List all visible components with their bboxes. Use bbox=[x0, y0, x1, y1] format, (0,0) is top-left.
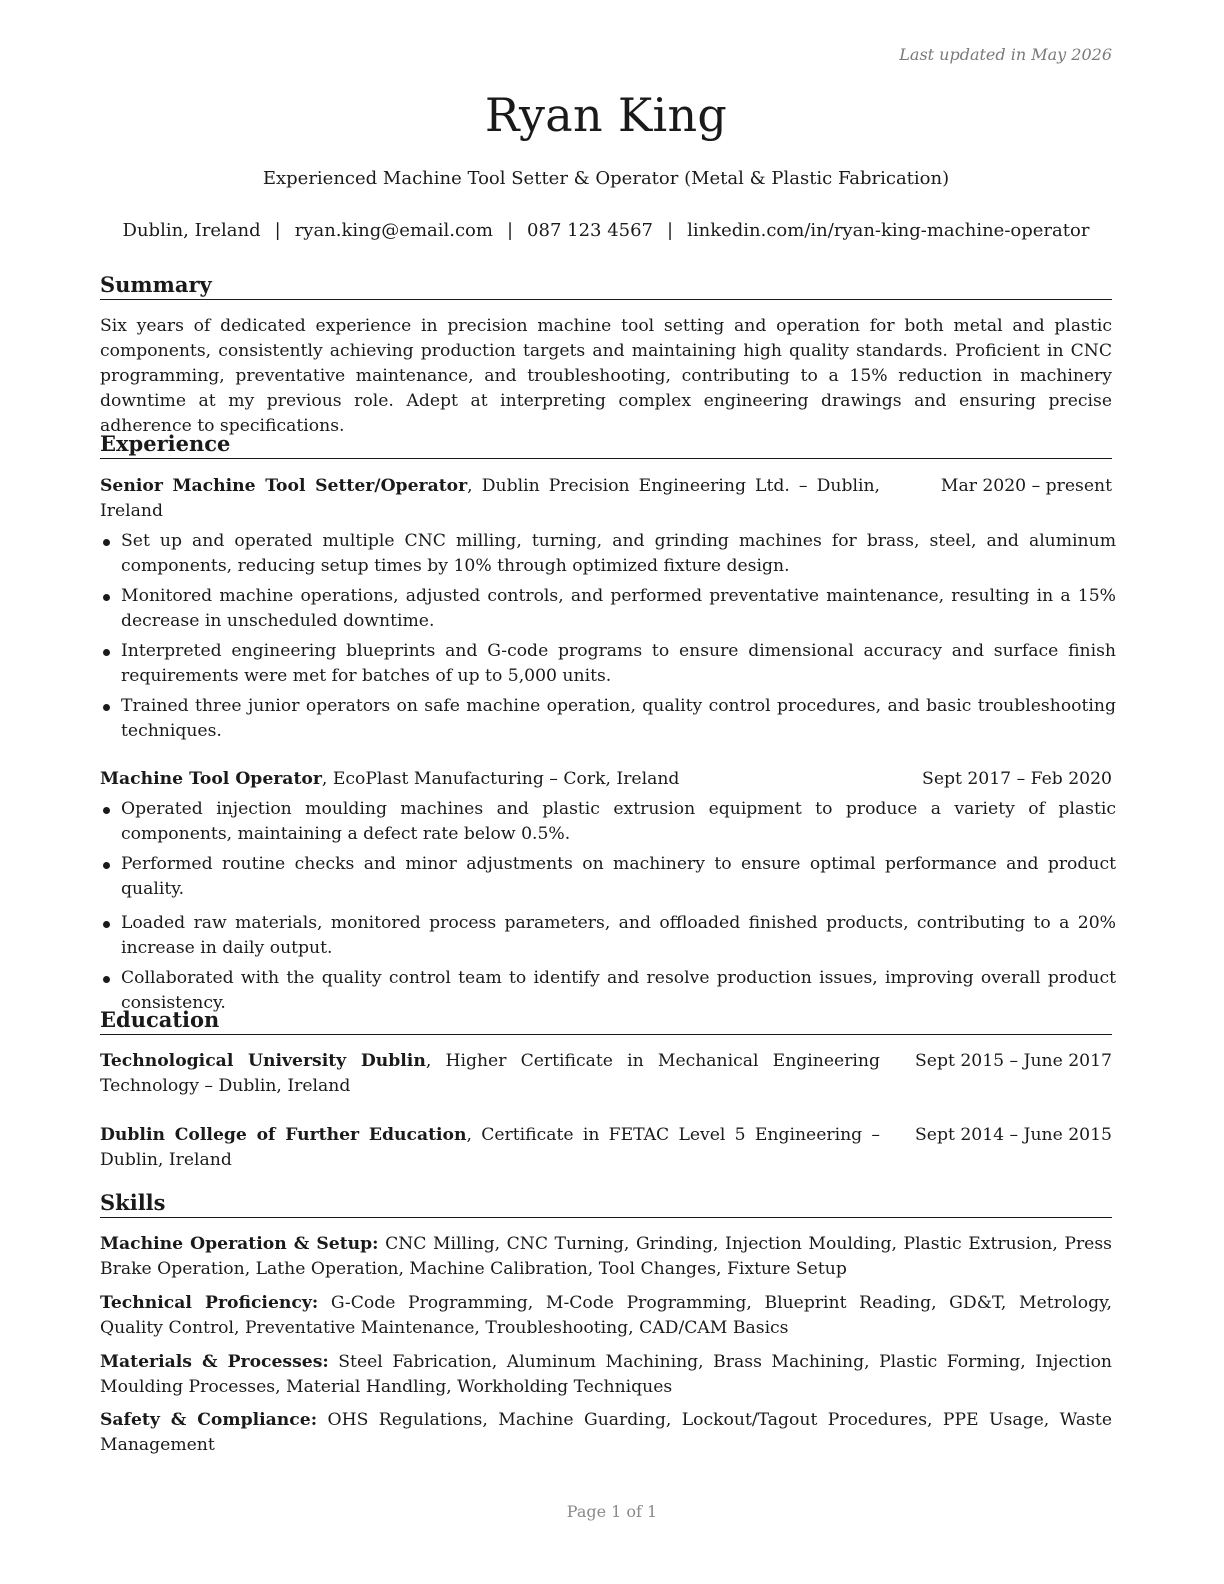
skill-values: OHS Regulations, Machine Guarding, Lockout/Tagout Procedures, PPE Usage, Waste Management bbox=[100, 1410, 1112, 1455]
skill-group bbox=[100, 1291, 1112, 1341]
list-item: Interpreted engineering blueprints and G-code programs to ensure dimensional accuracy and surface finish requirements were met for batches of up to 5,000 units. bbox=[100, 639, 1116, 689]
job-employer: , EcoPlast Manufacturing – Cork, Ireland bbox=[321, 769, 680, 789]
job-dates: Mar 2020 – present bbox=[940, 476, 1112, 496]
education-dates: Sept 2015 – June 2017 bbox=[915, 1051, 1112, 1071]
skill-group bbox=[100, 1350, 1112, 1400]
list-item: Loaded raw materials, monitored process parameters, and offloaded finished products, contributing to a 20% increase in daily output. bbox=[100, 911, 1116, 961]
skill-values: Steel Fabrication, Aluminum Machining, Brass Machining, Plastic Forming, Injection Moulding Processes, Material Handling, Workholding Techniques bbox=[100, 1352, 1113, 1397]
contact-linkedin[interactable]: linkedin.com/in/ryan-king-machine-operator bbox=[687, 220, 1090, 241]
job-employer: , Dublin Precision Engineering Ltd. – Dublin, Ireland bbox=[100, 476, 880, 521]
education-entry-title-line bbox=[100, 1049, 880, 1099]
list-item: Performed routine checks and minor adjustments on machinery to ensure optimal performance and product quality. bbox=[100, 852, 1116, 902]
education-entry-title-line bbox=[100, 1123, 880, 1173]
candidate-name: Ryan King bbox=[484, 88, 728, 142]
skill-label: Technical Proficiency: bbox=[100, 1293, 319, 1313]
list-item: Operated injection moulding machines and plastic extrusion equipment to produce a variety of plastic components, maintaining a defect rate below 0.5%. bbox=[100, 797, 1116, 847]
skill-label: Materials & Processes: bbox=[100, 1352, 329, 1372]
school-name: Dublin College of Further Education bbox=[100, 1125, 467, 1145]
contact-separator: | bbox=[274, 220, 281, 241]
job-dates: Sept 2017 – Feb 2020 bbox=[922, 769, 1112, 789]
headline: Experienced Machine Tool Setter & Operator (Metal & Plastic Fabrication) bbox=[262, 168, 950, 189]
job-title: Senior Machine Tool Setter/Operator bbox=[100, 476, 468, 496]
contact-line bbox=[100, 220, 1112, 241]
list-item: Trained three junior operators on safe machine operation, quality control procedures, and basic troubleshooting techniques. bbox=[100, 694, 1116, 744]
contact-separator: | bbox=[506, 220, 514, 241]
skill-label: Safety & Compliance: bbox=[100, 1410, 318, 1430]
contact-separator: | bbox=[667, 220, 674, 241]
section-title-education: Education bbox=[100, 1007, 1112, 1035]
experience-entry-header bbox=[100, 474, 1112, 524]
page-number: Page 1 of 1 bbox=[566, 1502, 658, 1521]
last-updated: Last updated in May 2026 bbox=[899, 45, 1112, 64]
skill-values: CNC Milling, CNC Turning, Grinding, Injection Moulding, Plastic Extrusion, Press Brake Operation, Lathe Operation, Machine Calibration, Tool Changes, Fixture Setup bbox=[100, 1234, 1112, 1279]
education-dates: Sept 2014 – June 2015 bbox=[915, 1125, 1112, 1145]
list-item: Set up and operated multiple CNC milling, turning, and grinding machines for brass, steel, and aluminum components, reducing setup times by 10% through optimized fixture design. bbox=[100, 529, 1116, 579]
experience-entry-title-line bbox=[100, 767, 880, 792]
degree-info: , Higher Certificate in Mechanical Engineering Technology – Dublin, Ireland bbox=[100, 1051, 880, 1096]
contact-email[interactable]: ryan.king@email.com bbox=[294, 220, 493, 241]
contact-phone[interactable]: 087 123 4567 bbox=[527, 220, 654, 241]
education-entry bbox=[100, 1049, 1112, 1099]
section-title-summary: Summary bbox=[100, 272, 1112, 300]
list-item: Collaborated with the quality control team to identify and resolve production issues, improving overall product consistency. bbox=[100, 966, 1116, 1016]
section-title-experience: Experience bbox=[100, 431, 1112, 459]
education-entry bbox=[100, 1123, 1112, 1173]
contact-location: Dublin, Ireland bbox=[122, 220, 261, 241]
experience-entry-header bbox=[100, 767, 1112, 792]
section-title-skills: Skills bbox=[100, 1190, 1112, 1218]
school-name: Technological University Dublin bbox=[100, 1051, 426, 1071]
degree-info: , Certificate in FETAC Level 5 Engineering – Dublin, Ireland bbox=[100, 1125, 880, 1170]
summary-text: Six years of dedicated experience in precision machine tool setting and operation for both metal and plastic components, consistently achieving production targets and maintaining high quality standards. Proficient in CNC programming, preventative maintenance, and troubleshooting, contributing to a 15% reduction in machinery downtime at my previous role. Adept at interpreting complex engineering drawings and ensuring precise adherence to specifications. bbox=[100, 316, 1112, 436]
job-title: Machine Tool Operator bbox=[100, 769, 322, 789]
skill-group bbox=[100, 1408, 1112, 1458]
skill-values: G-Code Programming, M-Code Programming, Blueprint Reading, GD&T, Metrology, Quality Control, Preventative Maintenance, Troubleshooting, CAD/CAM Basics bbox=[100, 1293, 1113, 1338]
list-item: Monitored machine operations, adjusted controls, and performed preventative maintenance, resulting in a 15% decrease in unscheduled downtime. bbox=[100, 584, 1116, 634]
experience-entry-title-line bbox=[100, 474, 880, 524]
skill-label: Machine Operation & Setup: bbox=[100, 1234, 379, 1254]
skill-group bbox=[100, 1232, 1112, 1282]
experience-bullet-list bbox=[100, 529, 1116, 749]
experience-bullet-list bbox=[100, 797, 1116, 1021]
